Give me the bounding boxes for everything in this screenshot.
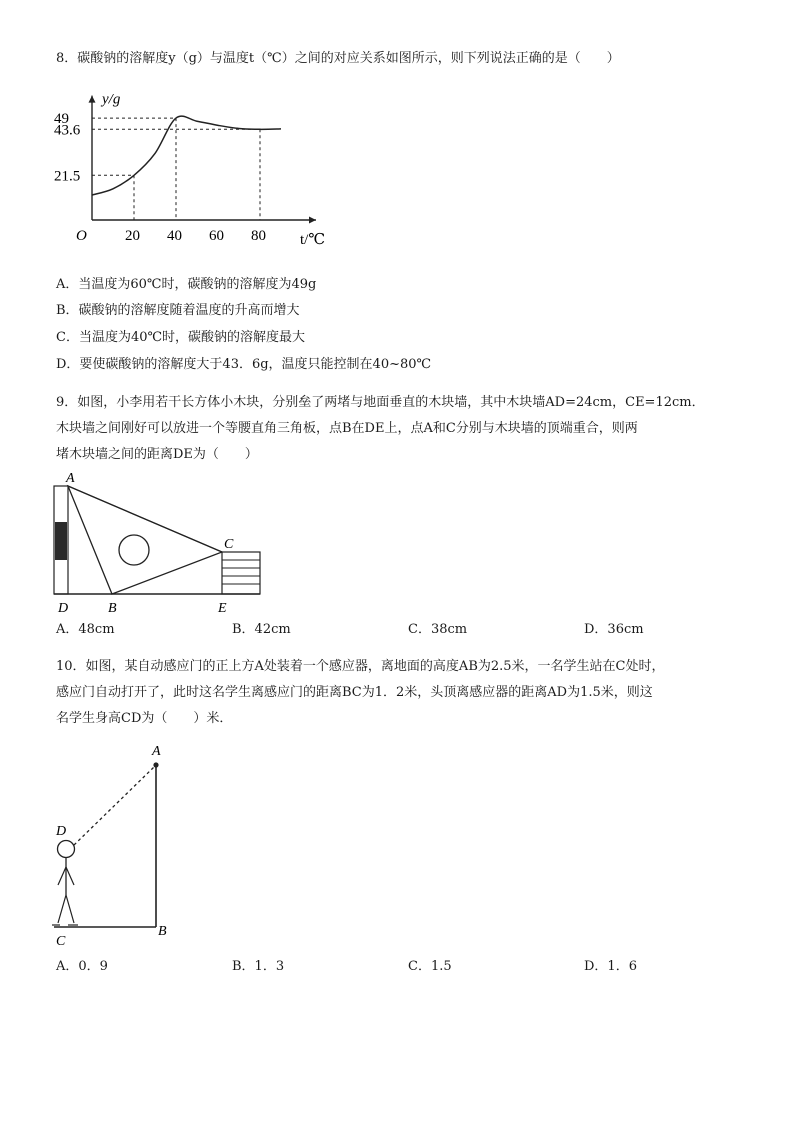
q10-stem-line-3: 名学生身高CD为（ ）米． [56,711,233,726]
q8-option-a: A．当温度为60℃时，碳酸钠的溶解度为49g [56,277,317,292]
y-axis-arrow [89,96,96,103]
q9-stem-line-2: 木块墙之间刚好可以放进一个等腰直角三角板，点B在DE上，点A和C分别与木块墙的顶端重合，则两 [56,421,638,436]
y-tick-label-49: 49 [54,111,69,128]
x-tick-label-20: 20 [125,228,140,244]
y-tick-label-43-6: 43.6 [54,122,81,139]
q10-option-d: D．1．6 [584,959,637,974]
right-wood-wall [222,552,260,594]
q8-option-b: B．碳酸钠的溶解度随着温度的升高而增大 [56,303,300,318]
q10-option-c: C．1.5 [408,959,452,974]
label-c: C [56,934,66,949]
q8-option-c: C．当温度为40℃时，碳酸钠的溶解度最大 [56,330,306,345]
x-axis-arrow [309,217,316,224]
q8-option-d: D．要使碳酸钠的溶解度大于43．6g，温度只能控制在40~80℃ [56,357,432,372]
label-e: E [218,601,227,616]
left-wall-dark-block [55,522,67,560]
solubility-curve [92,116,281,195]
y-tick-label-21-5: 21.5 [54,168,81,185]
label-c: C [224,537,234,552]
q8-stem: 8．碳酸钠的溶解度y（g）与温度t（℃）之间的对应关系如图所示，则下列说法正确的是（ ） [56,51,620,66]
q9-option-c: C．38cm [408,622,468,637]
x-axis-label: t/℃ [300,232,326,248]
q9-option-a: A．48cm [56,622,115,637]
student-head [58,841,75,858]
q10-option-a: A．0．9 [56,959,108,974]
q10-stem-line-1: 10．如图，某自动感应门的正上方A处装着一个感应器，离地面的高度AB为2.5米，一名学生站在C处时， [56,659,665,674]
q8-solubility-chart [52,82,352,252]
q9-option-d: D．36cm [584,622,644,637]
sensor-point-a [153,762,158,767]
label-a: A [152,744,161,759]
q10-sensor-door-figure [46,735,206,955]
triangle-hole [119,535,149,565]
x-tick-label-60: 60 [209,228,224,244]
x-tick-label-40: 40 [167,228,182,244]
q9-stem-line-1: 9．如图，小李用若干长方体小木块，分别垒了两堵与地面垂直的木块墙，其中木块墙AD=24cm，CE=12cm． [56,395,705,410]
label-a: A [66,471,75,486]
q10-stem-line-2: 感应门自动打开了，此时这名学生离感应门的距离BC为1．2米，头顶离感应器的距离AD为1.5米，则这 [56,685,653,700]
x-tick-label-80: 80 [251,228,266,244]
q9-stem-line-3: 堵木块墙之间的距离DE为（ ） [56,447,258,462]
label-b: B [108,601,117,616]
q10-option-b: B．1．3 [232,959,285,974]
q9-triangle-figure [46,466,286,616]
y-axis-label: y/g [102,91,121,108]
label-d: D [58,601,69,616]
q9-option-b: B．42cm [232,622,291,637]
label-b: B [158,924,167,939]
label-d: D [56,824,67,839]
dashed-line-da [74,767,154,845]
origin-label: O [76,228,87,244]
